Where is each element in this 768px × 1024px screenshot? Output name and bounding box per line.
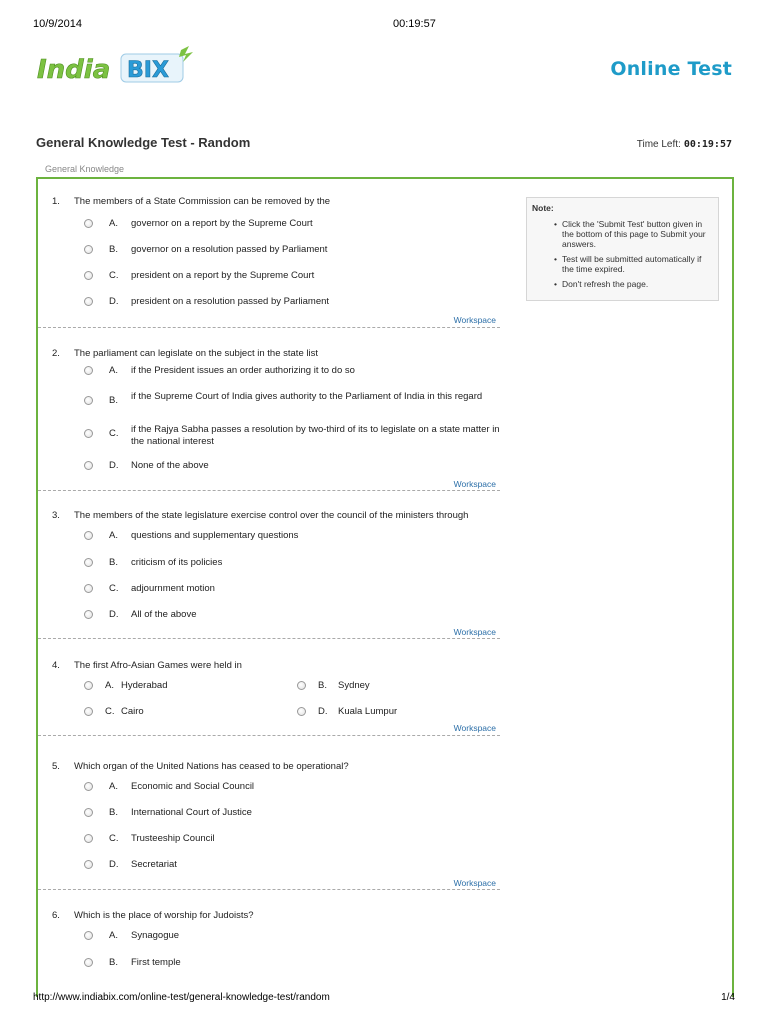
option-text: governor on a report by the Supreme Court	[131, 218, 313, 229]
question-1	[52, 196, 500, 325]
option-c[interactable]	[84, 833, 215, 845]
option-letter: C.	[109, 833, 119, 844]
option-letter: A.	[109, 365, 118, 376]
indiabix-logo[interactable]	[37, 46, 197, 86]
time-left-value: 00:19:57	[683, 139, 732, 150]
online-test-title: Online Test	[610, 58, 732, 80]
option-b[interactable]	[84, 557, 222, 569]
option-letter: A.	[109, 530, 118, 541]
note-item: • Don't refresh the page.	[532, 279, 713, 289]
option-letter: B.	[109, 807, 118, 818]
page-title: General Knowledge Test - Random	[36, 135, 251, 150]
option-letter: A.	[105, 680, 114, 691]
footer-page-number: 1/4	[721, 992, 735, 1003]
note-item: • Click the 'Submit Test' button given in the bottom of this page to Submit your answers.	[532, 219, 713, 249]
question-6	[52, 910, 500, 968]
option-text: First temple	[131, 957, 181, 968]
option-a[interactable]	[84, 530, 298, 542]
print-date: 10/9/2014	[33, 18, 82, 30]
option-a[interactable]	[84, 781, 254, 793]
logo-text-india: India	[37, 55, 111, 85]
option-d[interactable]	[84, 609, 197, 621]
question-text: The members of the state legislature exercise control over the council of the ministers through	[74, 510, 469, 521]
radio-button[interactable]	[84, 931, 93, 940]
question-number: 4.	[52, 660, 60, 671]
radio-button[interactable]	[84, 531, 93, 540]
option-text: None of the above	[131, 460, 209, 471]
workspace-link[interactable]: Workspace	[453, 315, 496, 325]
option-text: criticism of its policies	[131, 557, 223, 568]
option-text: if the President issues an order authorizing it to do so	[131, 365, 355, 376]
question-number: 1.	[52, 196, 60, 207]
radio-button[interactable]	[84, 558, 93, 567]
question-number: 5.	[52, 761, 60, 772]
option-d[interactable]	[84, 460, 500, 472]
print-footer	[33, 992, 735, 1004]
print-header	[33, 18, 735, 32]
radio-button[interactable]	[84, 681, 93, 690]
question-number: 3.	[52, 510, 60, 521]
option-letter: A.	[109, 930, 118, 941]
radio-button[interactable]	[84, 834, 93, 843]
option-text: International Court of Justice	[131, 807, 252, 818]
radio-button[interactable]	[84, 297, 93, 306]
radio-button[interactable]	[84, 958, 93, 967]
question-number: 2.	[52, 348, 60, 359]
radio-button[interactable]	[84, 245, 93, 254]
radio-button[interactable]	[84, 610, 93, 619]
option-letter: A.	[109, 781, 118, 792]
option-letter: B.	[109, 395, 118, 406]
option-b[interactable]	[84, 244, 327, 256]
time-left	[637, 139, 732, 150]
radio-button[interactable]	[84, 782, 93, 791]
option-text: president on a report by the Supreme Court	[131, 270, 315, 281]
radio-button[interactable]	[84, 461, 93, 470]
radio-button[interactable]	[84, 219, 93, 228]
option-text: Sydney	[338, 680, 370, 691]
option-letter: C.	[105, 706, 115, 717]
option-text: president on a resolution passed by Parliament	[131, 296, 330, 307]
option-letter: D.	[109, 460, 119, 471]
question-number: 6.	[52, 910, 60, 921]
note-item: • Test will be submitted automatically if the time expired.	[532, 254, 713, 274]
option-b[interactable]	[84, 807, 252, 819]
radio-button[interactable]	[84, 271, 93, 280]
print-time: 00:19:57	[393, 18, 436, 30]
option-d[interactable]	[84, 296, 329, 308]
radio-button[interactable]	[297, 681, 306, 690]
radio-button[interactable]	[297, 707, 306, 716]
option-letter: B.	[109, 244, 118, 255]
option-letter: C.	[109, 583, 119, 594]
option-c[interactable]	[84, 424, 500, 448]
question-divider	[38, 735, 500, 736]
option-letter: B.	[318, 680, 327, 691]
option-letter: D.	[318, 706, 328, 717]
question-text: The first Afro-Asian Games were held in	[74, 660, 242, 671]
note-list	[532, 219, 713, 289]
radio-button[interactable]	[84, 584, 93, 593]
question-4	[52, 660, 500, 733]
option-text: Economic and Social Council	[131, 781, 255, 792]
workspace-link[interactable]: Workspace	[453, 627, 496, 637]
option-letter: A.	[109, 218, 118, 229]
radio-button[interactable]	[84, 429, 93, 438]
option-letter: B.	[109, 557, 118, 568]
question-2	[52, 348, 500, 489]
radio-button[interactable]	[84, 808, 93, 817]
option-a[interactable]	[84, 680, 167, 692]
option-b[interactable]	[297, 680, 370, 692]
question-divider	[38, 889, 500, 890]
option-text: if the Rajya Sabha passes a resolution by two-third of its to legislate on a state matter in the national interest	[131, 424, 500, 447]
note-title: Note:	[532, 203, 554, 213]
option-letter: C.	[109, 270, 119, 281]
option-a[interactable]	[84, 365, 500, 377]
option-text: Cairo	[121, 706, 144, 717]
option-c[interactable]	[84, 270, 314, 282]
option-text: Kuala Lumpur	[338, 706, 398, 717]
option-text: Trusteeship Council	[131, 833, 215, 844]
question-text: Which is the place of worship for Judoists?	[74, 910, 254, 921]
option-text: adjournment motion	[131, 583, 215, 594]
option-b[interactable]	[84, 957, 181, 969]
option-text: if the Supreme Court of India gives authority to the Parliament of India in this regard	[131, 391, 483, 402]
radio-button[interactable]	[84, 707, 93, 716]
note-box	[526, 197, 719, 301]
radio-button[interactable]	[84, 396, 93, 405]
question-text: Which organ of the United Nations has ceased to be operational?	[74, 761, 349, 772]
option-text: governor on a resolution passed by Parliament	[131, 244, 328, 255]
option-b[interactable]	[84, 391, 500, 406]
option-a[interactable]	[84, 218, 313, 230]
workspace-link[interactable]: Workspace	[453, 479, 496, 489]
option-text: All of the above	[131, 609, 197, 620]
option-letter: B.	[109, 957, 118, 968]
option-text: Secretariat	[131, 859, 177, 870]
logo-text-bix: BIX	[127, 58, 169, 83]
question-divider	[38, 638, 500, 639]
radio-button[interactable]	[84, 366, 93, 375]
question-5	[52, 761, 500, 888]
option-letter: D.	[109, 609, 119, 620]
question-text: The parliament can legislate on the subject in the state list	[74, 348, 318, 359]
workspace-link[interactable]: Workspace	[453, 878, 496, 888]
question-divider	[38, 327, 500, 328]
option-text: Synagogue	[131, 930, 180, 941]
option-text: Hyderabad	[121, 680, 168, 691]
footer-url: http://www.indiabix.com/online-test/general-knowledge-test/random	[33, 992, 330, 1003]
question-3	[52, 510, 500, 637]
time-left-label: Time Left:	[636, 139, 681, 150]
option-letter: D.	[109, 296, 119, 307]
workspace-link[interactable]: Workspace	[453, 723, 496, 733]
option-c[interactable]	[84, 706, 144, 718]
option-d[interactable]	[84, 859, 177, 871]
question-divider	[38, 490, 500, 491]
option-letter: C.	[109, 428, 119, 439]
option-letter: D.	[109, 859, 119, 870]
option-text: questions and supplementary questions	[131, 530, 299, 541]
option-d[interactable]	[297, 706, 397, 718]
option-a[interactable]	[84, 930, 179, 942]
question-text: The members of a State Commission can be removed by the	[74, 196, 331, 207]
radio-button[interactable]	[84, 860, 93, 869]
breadcrumb[interactable]: General Knowledge	[45, 164, 125, 174]
option-c[interactable]	[84, 583, 215, 595]
